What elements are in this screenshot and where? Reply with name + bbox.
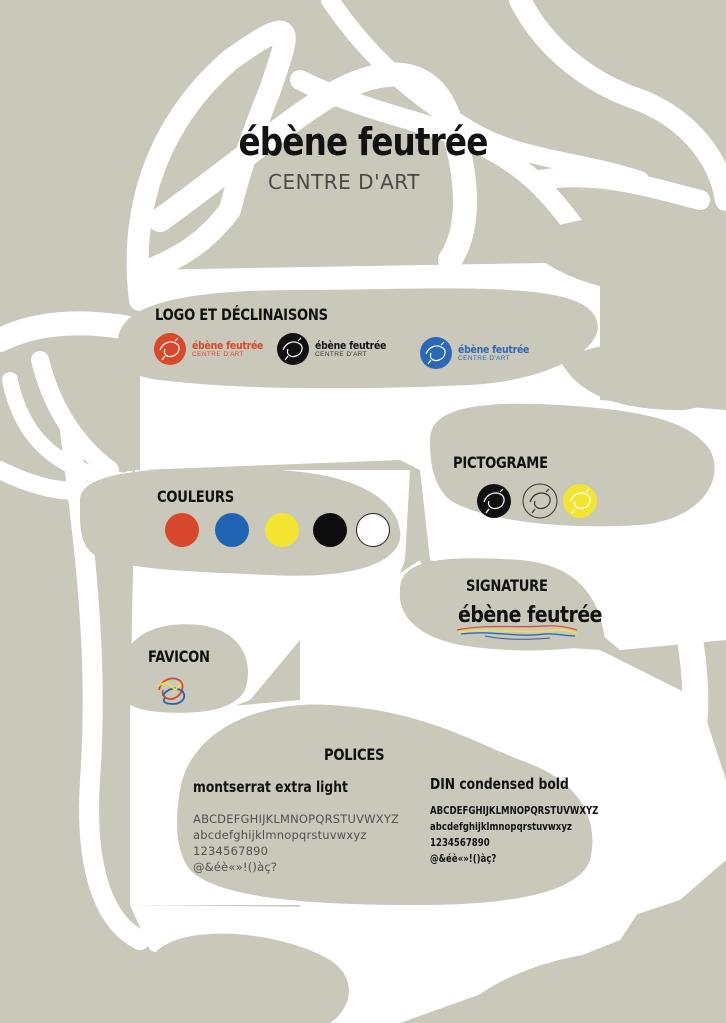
logo-red-caption: CENTRE D'ART [192,350,245,358]
section-logo-title: LOGO ET DÉCLINAISONS [155,305,328,324]
font-montserrat-lower: abcdefghijklmnopqrstuvwxyz [193,828,367,842]
logo-red-name: ébène feutrée [192,338,264,352]
font-din-name: DIN condensed bold [430,775,569,793]
font-din-upper: ABCDEFGHIJKLMNOPQRSTUVWXYZ [430,804,599,817]
color-swatch-black [313,513,347,547]
logo-black-caption: CENTRE D'ART [315,350,368,358]
color-swatch-yellow [265,513,299,547]
section-colors-title: COULEURS [157,487,235,506]
color-swatch-white [356,513,390,547]
font-din-lower: abcdefghijklmnopqrstuvwxyz [430,820,572,833]
brand-subtitle: CENTRE D'ART [268,170,420,194]
font-montserrat-upper: ABCDEFGHIJKLMNOPQRSTUVWXYZ [193,812,400,826]
favicon-icon [153,672,193,708]
font-din-symbols: @&éè«»!()àç? [430,852,497,865]
section-favicon-title: FAVICON [148,647,210,666]
logo-variant-red [153,332,276,366]
signature-scribble-icon [455,620,580,642]
signature-text: ébène feutrée [458,603,602,628]
logo-blue-caption: CENTRE D'ART [458,354,511,362]
logo-variant-blue [419,336,542,370]
pictogram-set-icon [476,482,600,520]
logo-black-icon [276,332,310,366]
font-din-digits: 1234567890 [430,836,490,849]
section-signature-title: SIGNATURE [466,576,548,595]
section-fonts-title: POLICES [324,745,385,764]
color-swatch-blue [215,513,249,547]
brand-title: ébène feutrée [238,120,488,164]
font-montserrat-name: montserrat extra light [193,778,348,796]
logo-variant-black [276,332,399,366]
logo-black-name: ébène feutrée [315,338,387,352]
font-montserrat-specimen [193,811,399,875]
logo-blue-name: ébène feutrée [458,342,530,356]
logo-red-icon [153,332,187,366]
font-montserrat-digits: 1234567890 [193,844,269,858]
section-pictogram-title: PICTOGRAME [453,453,548,472]
font-montserrat-symbols: @&éè«»!()àç? [193,860,278,874]
color-swatch-red [165,513,199,547]
font-din-specimen [430,803,598,867]
logo-blue-icon [419,336,453,370]
